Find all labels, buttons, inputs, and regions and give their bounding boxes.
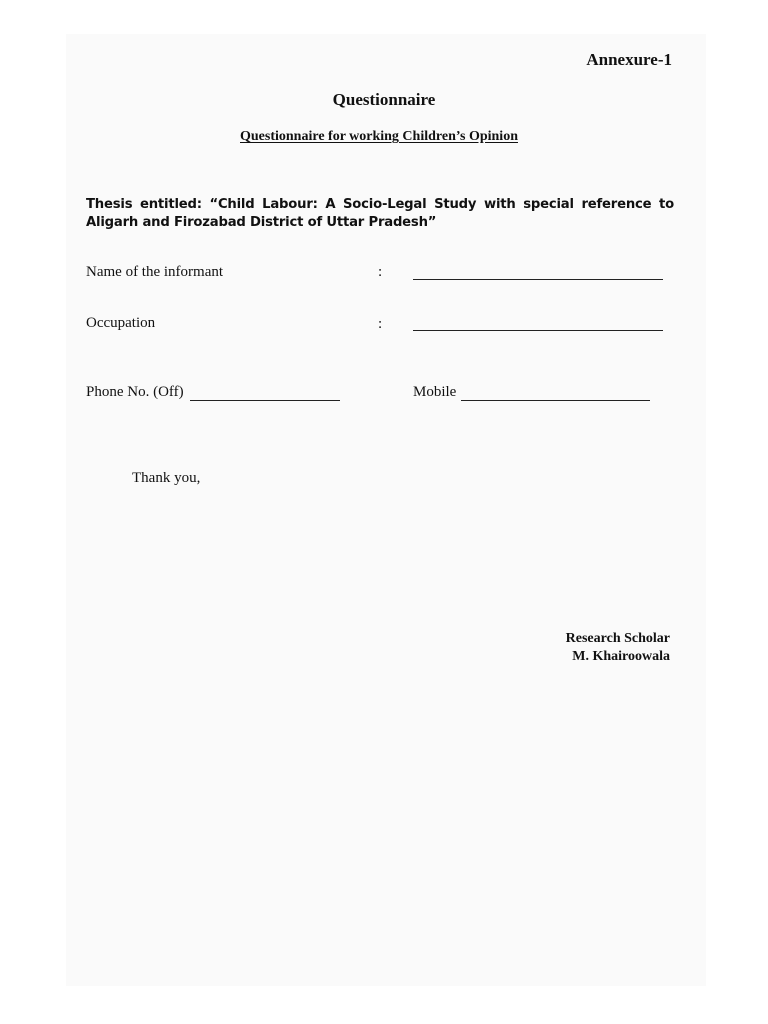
signature-name: M. Khairoowala [572, 649, 670, 664]
mobile-field[interactable] [461, 400, 650, 401]
phone-field[interactable] [190, 400, 340, 401]
informant-name-field[interactable] [413, 279, 663, 280]
page-title: Questionnaire [332, 90, 436, 109]
phone-label: Phone No. (Off) [86, 384, 184, 400]
page-subtitle: Questionnaire for working Children’s Opinion [240, 129, 518, 144]
closing-text: Thank you, [132, 470, 201, 486]
informant-name-colon: : [378, 264, 383, 280]
document-page [66, 34, 706, 986]
annexure-label: Annexure-1 [586, 50, 672, 69]
informant-name-label: Name of the informant [86, 264, 224, 280]
signature-role: Research Scholar [565, 631, 670, 646]
mobile-label: Mobile [413, 384, 457, 400]
occupation-label: Occupation [86, 315, 156, 331]
occupation-field[interactable] [413, 330, 663, 331]
thesis-statement: Thesis entitled: “Child Labour: A Socio-Legal Study with special reference to Aligarh and Firozabad District of Uttar Pradesh” [86, 197, 674, 230]
signature-block [566, 630, 670, 666]
occupation-colon: : [378, 316, 383, 332]
